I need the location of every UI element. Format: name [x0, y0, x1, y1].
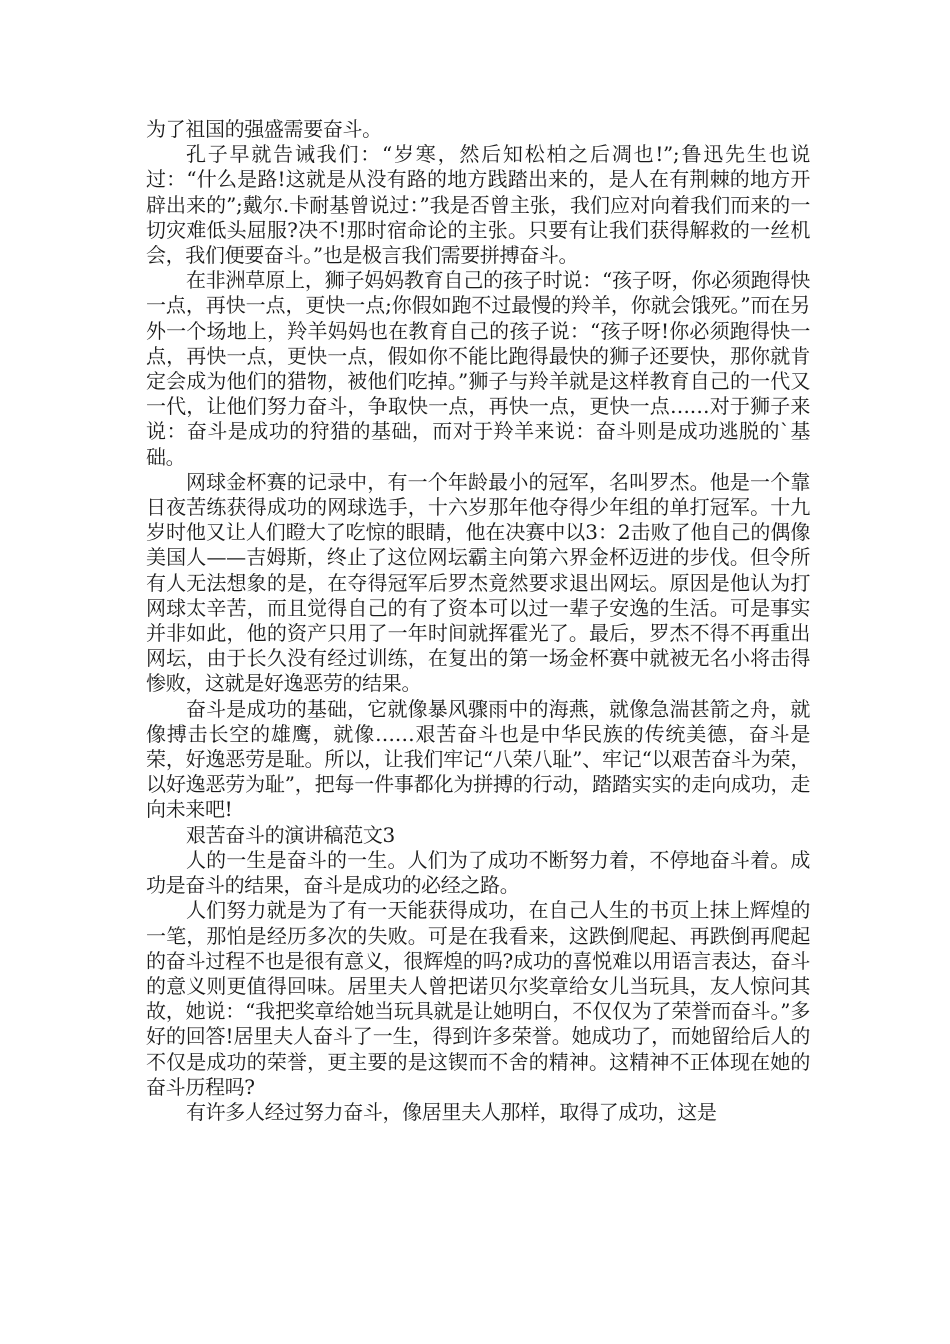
paragraph-intro-ending: 为了祖国的强盛需要奋斗。 — [146, 117, 382, 141]
paragraph-lion-antelope: 在非洲草原上，狮子妈妈教育自己的孩子时说：“孩子呀，你必须跑得快一点，再快一点，更快一点;你假如跑不过最慢的羚羊，你就会饿死。”而在另外一个场地上，羚羊妈妈也在教育自己的孩子说：“孩子呀!你必须跑得快一点，再快一点，更快一点，假如你不能比跑得最快的狮子还要快，那你就肯定会成为他们的猎物，被他们吃掉。”狮子与羚羊就是这样教育自己的一代又一代，让他们努力奋斗，争取快一点，再快一点，更快一点……对于狮子来说：奋斗是成功的狩猎的基础，而对于羚羊来说：奋斗则是成功逃脱的`基础。 — [146, 268, 810, 469]
paragraph-struggle-foundation: 奋斗是成功的基础，它就像暴风骤雨中的海燕，就像急湍甚箭之舟，就像搏击长空的雄鹰，就像……艰苦奋斗也是中华民族的传统美德，奋斗是荣，好逸恶劳是耻。所以，让我们牢记“八荣八耻”、牢记“以艰苦奋斗为荣，以好逸恶劳为耻”，把每一件事都化为拼搏的行动，踏踏实实的走向成功，走向未来吧! — [146, 696, 810, 822]
paragraph-tennis-roger: 网球金杯赛的记录中，有一个年龄最小的冠军，名叫罗杰。他是一个靠日夜苦练获得成功的网球选手，十六岁那年他夺得少年组的单打冠军。十九岁时他又让人们瞪大了吃惊的眼睛，他在决赛中以3：2击败了他自己的偶像美国人——吉姆斯，终止了这位网坛霸主向第六界金杯迈进的步伐。但令所有人无法想象的是，在夺得冠军后罗杰竟然要求退出网坛。原因是他认为打网球太辛苦，而且觉得自己的有了资本可以过一辈子安逸的生活。可是事实并非如此，他的资产只用了一年时间就挥霍光了。最后，罗杰不得不再重出网坛，由于长久没有经过训练，在复出的第一场金杯赛中就被无名小将击得惨败，这就是好逸恶劳的结果。 — [146, 469, 810, 696]
paragraph-curie: 人们努力就是为了有一天能获得成功，在自己人生的书页上抹上辉煌的一笔，那怕是经历多次的失败。可是在我看来，这跌倒爬起、再跌倒再爬起的奋斗过程不也是很有意义，很辉煌的吗?成功的喜悦难以用语言表达，奋斗的意义则更值得回味。居里夫人曾把诺贝尔奖章给女儿当玩具，友人惊问其故，她说：“我把奖章给她当玩具就是让她明白，不仅仅为了荣誉而奋斗。”多好的回答!居里夫人奋斗了一生，得到许多荣誉。她成功了，而她留给后人的不仅是成功的荣誉，更主要的是这锲而不舍的精神。这精神不正体现在她的奋斗历程吗? — [146, 898, 810, 1099]
paragraph-confucius-quote: 孔子早就告诫我们：“岁寒，然后知松柏之后凋也!”;鲁迅先生也说过：“什么是路!这就是从没有路的地方践踏出来的，是人在有荆棘的地方开辟出来的”;戴尔.卡耐基曾说过：”我是否曾主张，我们应对向着我们而来的一切灾难低头屈服?决不!那时宿命论的主张。只要有让我们获得解救的一丝机会，我们便要奋斗。”也是极言我们需要拼搏奋斗。 — [146, 142, 810, 268]
document-page — [146, 117, 810, 1125]
section-heading-example-3: 艰苦奋斗的演讲稿范文3 — [186, 822, 395, 847]
paragraph-many-people: 有许多人经过努力奋斗，像居里夫人那样，取得了成功，这是 — [186, 1099, 717, 1124]
paragraph-life-struggle: 人的一生是奋斗的一生。人们为了成功不断努力着，不停地奋斗着。成功是奋斗的结果，奋斗是成功的必经之路。 — [146, 847, 810, 898]
